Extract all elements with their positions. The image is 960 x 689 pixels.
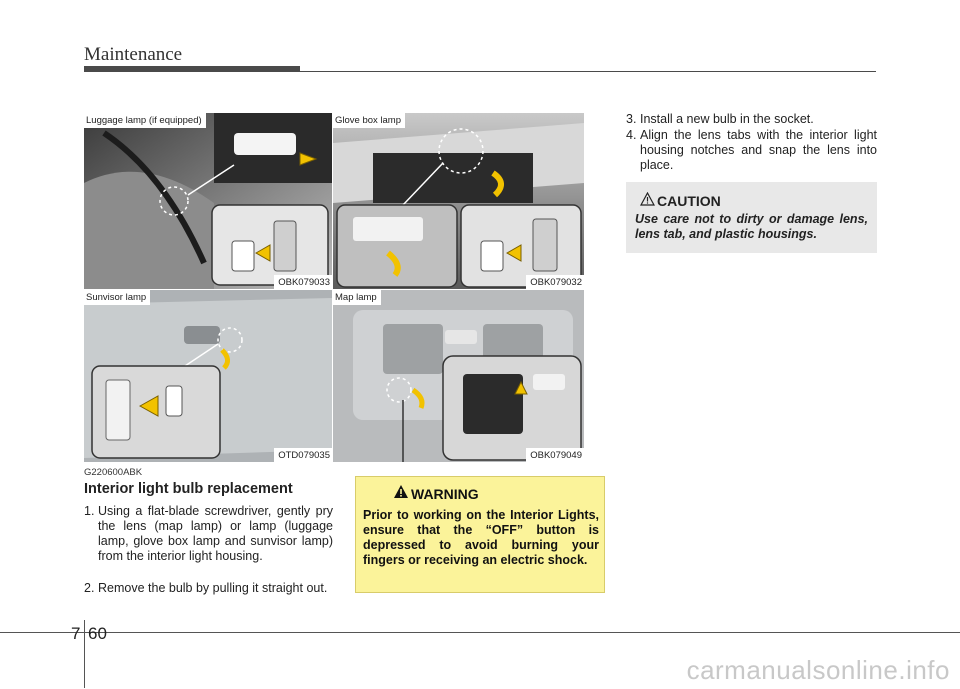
section-code: G220600ABK xyxy=(84,467,143,478)
step-4 xyxy=(626,128,877,173)
figure-code-map: OBK079049 xyxy=(526,448,584,462)
figure-code-glovebox: OBK079032 xyxy=(526,275,584,289)
figure-label-luggage: Luggage lamp (if equipped) xyxy=(84,113,206,128)
figure-code-sunvisor: OTD079035 xyxy=(274,448,332,462)
warning-text: Prior to working on the Interior Lights, ensure that the “OFF” button is depressed to avoid burning your fingers or receiving an electric shock. xyxy=(363,508,599,567)
step-text: Install a new bulb in the socket. xyxy=(640,112,814,126)
warning-title: WARNING xyxy=(411,486,479,502)
figure-label-glovebox: Glove box lamp xyxy=(333,113,405,128)
footer-chapter-number: 7 xyxy=(71,624,81,643)
caution-triangle-icon xyxy=(640,192,655,206)
sunvisor-lamp-photo xyxy=(84,290,332,462)
figure-luggage-lamp xyxy=(84,113,332,289)
footer-rule xyxy=(0,632,960,633)
map-lamp-photo xyxy=(333,290,584,462)
header-rule-thin xyxy=(84,71,876,72)
warning-triangle-icon xyxy=(393,484,409,499)
watermark-text: carmanualsonline.info xyxy=(686,655,950,685)
step-1 xyxy=(84,504,333,564)
caution-title: CAUTION xyxy=(657,193,721,209)
step-number: 4. xyxy=(626,128,637,142)
section-heading: Interior light bulb replacement xyxy=(84,481,293,497)
figure-code-luggage: OBK079033 xyxy=(274,275,332,289)
footer-page-number: 60 xyxy=(88,624,107,643)
step-text: Remove the bulb by pulling it straight out. xyxy=(98,581,328,595)
step-text: Using a flat-blade screwdriver, gently pry the lens (map lamp) or lamp (luggage lamp, glove box lamp and sunvisor lamp) from the interior light housing. xyxy=(98,504,333,563)
page-header-title: Maintenance xyxy=(84,44,183,65)
glove-box-lamp-photo xyxy=(333,113,584,289)
step-3 xyxy=(626,112,877,127)
figure-sunvisor-lamp xyxy=(84,290,332,462)
footer-divider xyxy=(84,620,85,688)
step-text: Align the lens tabs with the interior light housing notches and snap the lens into place. xyxy=(640,128,877,172)
figure-label-sunvisor: Sunvisor lamp xyxy=(84,290,150,305)
figure-glove-box-lamp xyxy=(333,113,584,289)
caution-text: Use care not to dirty or damage lens, lens tab, and plastic housings. xyxy=(635,212,868,241)
step-number: 1. xyxy=(84,504,95,518)
figure-label-map: Map lamp xyxy=(333,290,381,305)
step-number: 3. xyxy=(626,112,637,126)
step-number: 2. xyxy=(84,581,95,595)
figure-map-lamp xyxy=(333,290,584,462)
step-2 xyxy=(84,581,333,596)
luggage-lamp-photo xyxy=(84,113,332,289)
